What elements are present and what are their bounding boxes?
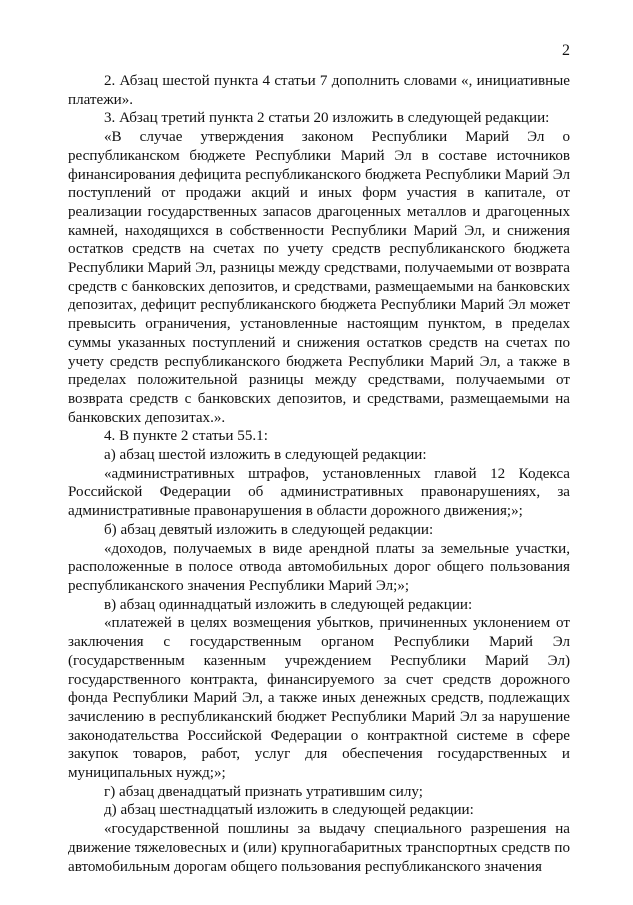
paragraph: д) абзац шестнадцатый изложить в следующей редакции: bbox=[104, 802, 474, 819]
page-number: 2 bbox=[562, 42, 570, 59]
paragraph: «доходов, получаемых в виде арендной платы за земельные участки, расположенные в полосе отвода автомобильных дорог общего пользования республиканского значения Республики Марий Эл;»; bbox=[68, 540, 570, 594]
paragraph: 2. Абзац шестой пункта 4 статьи 7 дополнить словами «, инициативные платежи». bbox=[68, 73, 570, 108]
paragraph: а) абзац шестой изложить в следующей редакции: bbox=[104, 447, 427, 464]
paragraph: в) абзац одиннадцатый изложить в следующей редакции: bbox=[104, 596, 473, 613]
paragraph: «административных штрафов, установленных главой 12 Кодекса Российской Федерации об административных правонарушениях, за административные правонарушения в области дорожного движения;»; bbox=[68, 465, 570, 520]
paragraph: «государственной пошлины за выдачу специального разрешения на движение тяжеловесных и (или) крупногабаритных транспортных средств по автомобильным дорогам общего пользования республиканского значения bbox=[68, 821, 570, 875]
paragraph: «платежей в целях возмещения убытков, причиненных уклонением от заключения с государственным органом Республики Марий Эл (государственным казенным учреждением Республики Марий Эл) государственного контракта, финансируемого за счет средств дорожного фонда Республики Марий Эл, а также иных денежных средств, подлежащих зачислению в республиканский бюджет Республики Марий Эл за нарушение законодательства Российской Федерации о контрактной системе в сфере закупок товаров, работ, услуг для обеспечения государственных и муниципальных нужд;»; bbox=[68, 615, 570, 782]
paragraph: 4. В пункте 2 статьи 55.1: bbox=[104, 428, 268, 445]
document-body bbox=[68, 72, 570, 876]
paragraph: 3. Абзац третий пункта 2 статьи 20 изложить в следующей редакции: bbox=[104, 110, 550, 127]
paragraph: г) абзац двенадцатый признать утратившим силу; bbox=[104, 783, 423, 800]
paragraph: «В случае утверждения законом Республики Марий Эл о республиканском бюджете Республики Марий Эл в составе источников финансирования дефицита республиканского бюджета Республики Марий Эл поступлений от продажи акций и иных форм участия в капитале, от реализации государственных запасов драгоценных металлов и драгоценных камней, находящихся в собственности Республики Марий Эл, и снижения остатков средств на счетах по учету средств республиканского бюджета Республики Марий Эл, разницы между средствами, получаемыми от возврата средств с банковских депозитов, и средствами, размещаемыми на банковских депозитах, дефицит республиканского бюджета Республики Марий Эл может превысить ограничения, установленные настоящим пунктом, в пределах суммы указанных поступлений и снижения остатков средств на счетах по учету средств республиканского бюджета Республики Марий Эл, а также в пределах положительной разницы между средствами, получаемыми от возврата средств с банковских депозитов, и средствами, размещаемыми на банковских депозитах.». bbox=[68, 129, 570, 426]
paragraph: б) абзац девятый изложить в следующей редакции: bbox=[104, 521, 434, 538]
